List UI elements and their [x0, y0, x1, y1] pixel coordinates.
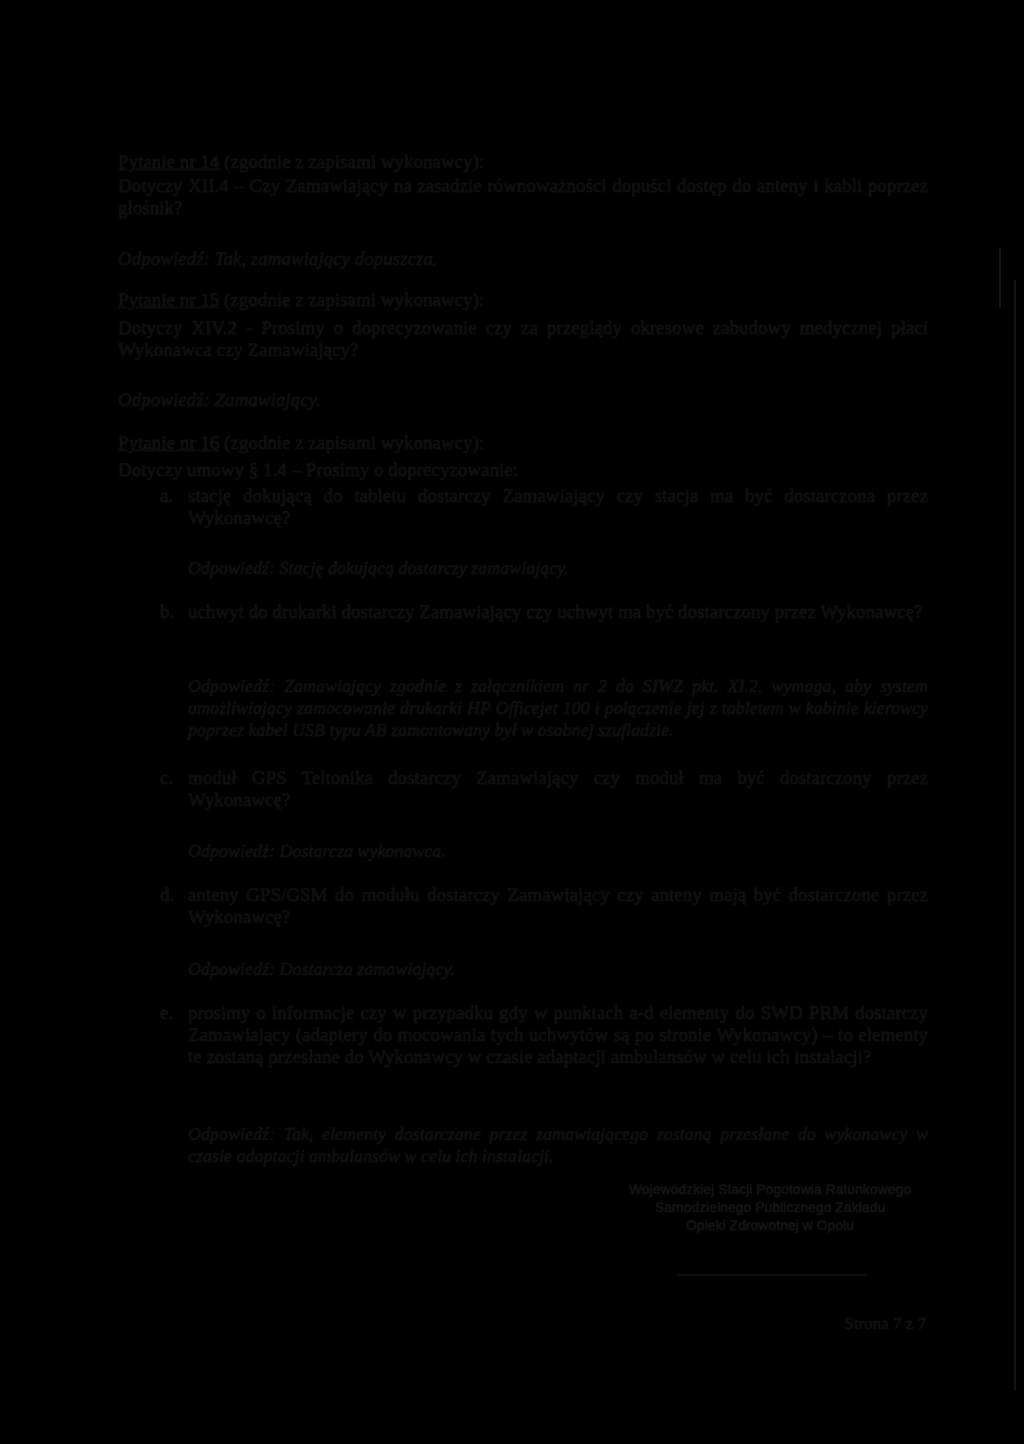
- question-15-label: Pytanie nr 15: [118, 290, 220, 311]
- question-15-heading-rest: (zgodnie z zapisami wykonawcy):: [219, 290, 485, 311]
- list-item-c: [160, 768, 928, 812]
- list-item-e-answer: Odpowiedź: Tak, elementy dostarczane przez zamawiającego zostaną przesłane do wykonawcy w czasie adaptacji ambulansów w celu ich instalacji.: [188, 1124, 928, 1166]
- list-item-d: [160, 885, 928, 929]
- question-16-heading-rest: (zgodnie z zapisami wykonawcy):: [219, 433, 485, 454]
- scan-line: [1014, 280, 1016, 1390]
- list-item-b: [160, 602, 928, 624]
- question-15-heading: [118, 290, 928, 312]
- signature-line: [677, 1274, 867, 1276]
- list-item-text: moduł GPS Teltonika dostarczy Zamawiający czy moduł ma być dostarczony przez Wykonawcę?: [188, 768, 928, 811]
- official-stamp: [600, 1180, 940, 1234]
- list-item-letter: a.: [160, 486, 174, 507]
- question-16-heading: [118, 433, 928, 455]
- page-number: Strona 7 z 7: [844, 1314, 926, 1333]
- question-14-label: Pytanie nr 14: [118, 152, 220, 173]
- list-item-text: anteny GPS/GSM do modułu dostarczy Zamawiający czy anteny mają być dostarczone przez Wykonawcę?: [188, 885, 928, 928]
- question-16-label: Pytanie nr 16: [118, 433, 220, 454]
- stamp-line-3: Opieki Zdrowotnej w Opolu: [685, 1217, 855, 1233]
- list-item-letter: c.: [160, 768, 174, 789]
- list-item-text: uchwyt do drukarki dostarczy Zamawiający czy uchwyt ma być dostarczony przez Wykonawcę?: [188, 602, 923, 623]
- question-14-heading: [118, 152, 928, 174]
- stamp-line-2: Samodzielnego Publicznego Zakładu: [654, 1199, 886, 1215]
- question-16-body: Dotyczy umowy § 1.4 – Prosimy o doprecyzowanie:: [118, 460, 518, 481]
- question-15-answer: Odpowiedź: Zamawiający.: [118, 390, 321, 411]
- question-14-body: Dotyczy XII.4 – Czy Zamawiający na zasadzie równoważności dopuści dostęp do anteny i kabli poprzez głośnik?: [118, 176, 928, 219]
- list-item-text: stację dokującą do tabletu dostarczy Zamawiający czy stacja ma być dostarczona przez Wykonawcę?: [188, 486, 928, 529]
- list-item-text: prosimy o informacje czy w przypadku gdy w punktach a-d elementy do SWD PRM dostarczy Zamawiający (adaptery do mocowania tych uchwytów są po stronie Wykonawcy) – to elementy te zostaną przesłane do Wykonawcy w czasie adaptacji ambulansów w celu ich instalacji?: [188, 1003, 928, 1068]
- list-item-e: [160, 1003, 928, 1069]
- question-14-heading-rest: (zgodnie z zapisami wykonawcy):: [219, 152, 485, 173]
- list-item-letter: e.: [160, 1003, 174, 1024]
- list-item-a-answer: Odpowiedź: Stację dokującą dostarczy zamawiający.: [188, 558, 569, 578]
- list-item-c-answer: Odpowiedź: Dostarcza wykonawca.: [188, 841, 446, 861]
- list-item-d-answer: Odpowiedź: Dostarcza zamawiający.: [188, 959, 455, 979]
- stamp-line-1: Wojewódzkiej Stacji Pogotowia Ratunkowego: [628, 1181, 912, 1197]
- question-15-body: Dotyczy XIV.2 - Prosimy o doprecyzowanie czy za przeglądy okresowe zabudowy medycznej płaci Wykonawca czy Zamawiający?: [118, 318, 928, 361]
- scan-line: [999, 248, 1001, 308]
- list-item-b-answer: Odpowiedź: Zamawiający zgodnie z załącznikiem nr 2 do SIWZ pkt. XI.2. wymaga, aby system umożliwiający zamocowanie drukarki HP Officejet 100 i połączenie jej z tabletem w kabinie kierowcy poprzez kabel USB typu AB zamontowany był w osobnej szufladzie.: [188, 676, 928, 740]
- list-item-a: [160, 486, 928, 530]
- question-14-answer: Odpowiedź: Tak, zamawiający dopuszcza.: [118, 249, 438, 270]
- list-item-letter: d.: [160, 885, 175, 906]
- list-item-letter: b.: [160, 602, 175, 623]
